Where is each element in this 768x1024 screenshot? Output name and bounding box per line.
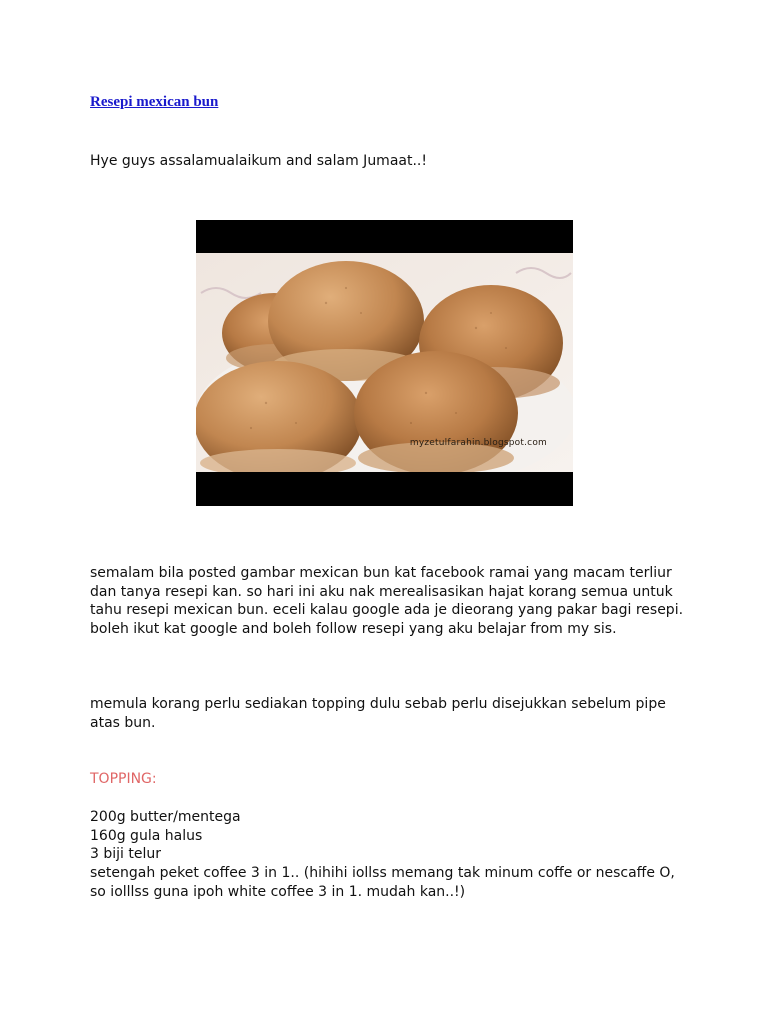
paragraph-intro: semalam bila posted gambar mexican bun kat facebook ramai yang macam terliur dan tanya resepi kan. so hari ini aku nak merealisasikan hajat korang semua untuk tahu resepi mexican bun. eceli kalau google ada je dieorang yang pakar bagi resepi. boleh ikut kat google and boleh follow resepi yang aku belajar from my sis.: [90, 565, 684, 638]
paragraph-topping-note: memula korang perlu sediakan topping dulu sebab perlu disejukkan sebelum pipe atas bun.: [90, 696, 666, 731]
ingredient-list: [90, 808, 690, 902]
mexican-bun-photo: [196, 220, 573, 506]
photo-image-area: [196, 253, 573, 472]
topping-heading: TOPPING:: [90, 771, 157, 787]
ingredient-item: setengah peket coffee 3 in 1.. (hihihi iollss memang tak minum coffe or nescaffe O, so iolllss guna ipoh white coffee 3 in 1. mudah kan..!): [90, 865, 680, 900]
post-title-link[interactable]: Resepi mexican bun: [90, 94, 219, 110]
ingredient-item: 200g butter/mentega: [90, 809, 241, 825]
ingredient-item: 160g gula halus: [90, 827, 203, 844]
photo-watermark: myzetulfarahin.blogspot.com: [409, 438, 547, 448]
greeting-text: Hye guys assalamualaikum and salam Jumaat..!: [90, 153, 427, 169]
ingredient-item: 3 biji telur: [90, 846, 161, 863]
